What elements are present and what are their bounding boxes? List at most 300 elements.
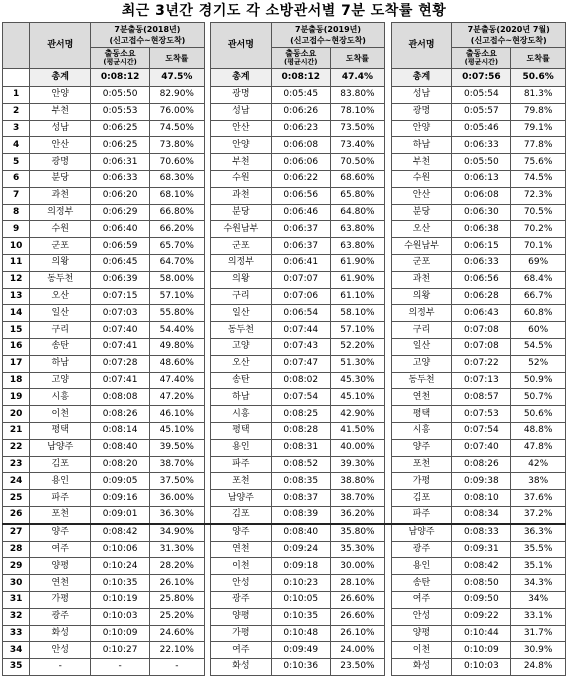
- station-cell: 일산: [30, 305, 91, 322]
- station-cell: 의왕: [391, 288, 452, 305]
- rank-cell: 33: [3, 625, 30, 642]
- time-cell: 0:09:05: [91, 473, 150, 490]
- time-cell: 0:06:30: [452, 204, 511, 221]
- time-cell: 0:08:14: [91, 422, 150, 439]
- rank-cell: 35: [3, 659, 30, 676]
- station-cell: 안산: [391, 187, 452, 204]
- time-cell: 0:06:59: [91, 238, 150, 255]
- rate-cell: 24.00%: [330, 642, 385, 659]
- table-row: [3, 456, 566, 473]
- time-cell: 0:10:03: [452, 659, 511, 676]
- station-cell: 양주: [391, 439, 452, 456]
- time-cell: 0:06:06: [271, 154, 330, 171]
- station-cell: 의정부: [210, 254, 271, 271]
- rate-cell: 73.50%: [330, 120, 385, 137]
- station-cell: 동두천: [391, 372, 452, 389]
- rate-cell: 47.20%: [150, 389, 205, 406]
- time-cell: 0:09:24: [271, 541, 330, 558]
- time-cell: 0:10:35: [91, 575, 150, 592]
- station-cell: 가평: [30, 591, 91, 608]
- station-cell: 파주: [391, 506, 452, 523]
- station-cell: 송탄: [391, 575, 452, 592]
- time-cell: 0:06:43: [452, 305, 511, 322]
- time-cell: 0:07:07: [271, 271, 330, 288]
- station-cell: 남양주: [391, 524, 452, 541]
- time-cell: 0:06:15: [452, 238, 511, 255]
- rank-cell: 30: [3, 575, 30, 592]
- rate-cell: 58.00%: [150, 271, 205, 288]
- station-cell: 양평: [210, 608, 271, 625]
- time-cell: 0:08:52: [271, 456, 330, 473]
- rate-cell: 38%: [511, 473, 566, 490]
- rate-cell: 66.7%: [511, 288, 566, 305]
- station-cell: 광주: [391, 541, 452, 558]
- station-cell: 구리: [391, 322, 452, 339]
- rate-cell: 73.40%: [330, 137, 385, 154]
- time-cell: 0:05:46: [452, 120, 511, 137]
- station-cell: 화성: [30, 625, 91, 642]
- rate-cell: 65.80%: [330, 187, 385, 204]
- station-cell: 성남: [30, 120, 91, 137]
- rate-cell: 50.7%: [511, 389, 566, 406]
- station-cell: 용인: [391, 558, 452, 575]
- rank-cell: 27: [3, 524, 30, 541]
- rate-cell: 33.1%: [511, 608, 566, 625]
- station-cell: 평택: [391, 406, 452, 423]
- time-cell: 0:06:08: [452, 187, 511, 204]
- rate-cell: 39.30%: [330, 456, 385, 473]
- station-cell: 양평: [391, 625, 452, 642]
- rank-cell: 13: [3, 288, 30, 305]
- time-cell: 0:07:40: [452, 439, 511, 456]
- rank-cell: 34: [3, 642, 30, 659]
- station-cell: 분당: [210, 204, 271, 221]
- table-row: [3, 591, 566, 608]
- rate-cell: 61.90%: [330, 271, 385, 288]
- rate-cell: 42%: [511, 456, 566, 473]
- station-cell: 시흥: [210, 406, 271, 423]
- time-cell: 0:06:23: [271, 120, 330, 137]
- rate-cell: 76.00%: [150, 103, 205, 120]
- rate-cell: 50.9%: [511, 372, 566, 389]
- rate-cell: 38.70%: [330, 490, 385, 507]
- station-cell: 안산: [30, 137, 91, 154]
- time-cell: 0:08:34: [452, 506, 511, 523]
- time-cell: 0:08:31: [271, 439, 330, 456]
- rate-cell: 54.40%: [150, 322, 205, 339]
- time-cell: 0:07:41: [91, 372, 150, 389]
- rate-cell: 79.1%: [511, 120, 566, 137]
- station-cell: 의왕: [30, 254, 91, 271]
- station-cell: 양평: [30, 558, 91, 575]
- rate-cell: 35.1%: [511, 558, 566, 575]
- time-cell: 0:07:08: [452, 322, 511, 339]
- rate-cell: 28.20%: [150, 558, 205, 575]
- time-cell: 0:07:03: [91, 305, 150, 322]
- time-cell: 0:09:38: [452, 473, 511, 490]
- rate-cell: 60.8%: [511, 305, 566, 322]
- time-cell: 0:10:09: [91, 625, 150, 642]
- station-cell: 평택: [30, 422, 91, 439]
- time-cell: 0:09:49: [271, 642, 330, 659]
- time-cell: 0:06:13: [452, 170, 511, 187]
- rate-cell: 47.40%: [150, 372, 205, 389]
- rate-cell: 34.90%: [150, 524, 205, 541]
- time-cell: 0:05:50: [91, 87, 150, 104]
- station-cell: 분당: [391, 204, 452, 221]
- time-cell: 0:08:42: [452, 558, 511, 575]
- table-row: [3, 642, 566, 659]
- station-cell: 김포: [210, 506, 271, 523]
- rate-cell: 73.80%: [150, 137, 205, 154]
- total-time-2018: 0:08:12: [91, 69, 150, 87]
- rate-header-2020: 도착률: [511, 48, 566, 69]
- time-cell: 0:05:45: [271, 87, 330, 104]
- rate-cell: 34.3%: [511, 575, 566, 592]
- station-cell: 동두천: [210, 322, 271, 339]
- rate-cell: 38.70%: [150, 456, 205, 473]
- station-cell: 시흥: [30, 389, 91, 406]
- rate-cell: 65.70%: [150, 238, 205, 255]
- time-cell: 0:08:26: [91, 406, 150, 423]
- station-cell: 가평: [391, 473, 452, 490]
- rate-cell: 24.60%: [150, 625, 205, 642]
- station-cell: 파주: [210, 456, 271, 473]
- time-cell: 0:06:37: [271, 238, 330, 255]
- rate-cell: 70.5%: [511, 204, 566, 221]
- time-cell: 0:06:56: [452, 271, 511, 288]
- rate-cell: 47.8%: [511, 439, 566, 456]
- rank-cell: 19: [3, 389, 30, 406]
- station-cell: 수원: [30, 221, 91, 238]
- total-label: 총계: [210, 69, 271, 87]
- rate-cell: 48.60%: [150, 355, 205, 372]
- table-row: [3, 271, 566, 288]
- time-cell: 0:06:29: [91, 204, 150, 221]
- time-cell: 0:06:20: [91, 187, 150, 204]
- rank-cell: 18: [3, 372, 30, 389]
- table-row: [3, 389, 566, 406]
- total-label: 총계: [30, 69, 91, 87]
- table-row: [3, 204, 566, 221]
- rate-cell: 23.50%: [330, 659, 385, 676]
- rate-cell: 70.50%: [330, 154, 385, 171]
- time-cell: 0:07:40: [91, 322, 150, 339]
- station-cell: 광주: [210, 591, 271, 608]
- rate-cell: 66.20%: [150, 221, 205, 238]
- rate-cell: 30.9%: [511, 642, 566, 659]
- table-body: [3, 69, 566, 676]
- rate-cell: 40.00%: [330, 439, 385, 456]
- table-row: [3, 659, 566, 676]
- rate-cell: 24.8%: [511, 659, 566, 676]
- table-row: [3, 254, 566, 271]
- station-cell: 김포: [30, 456, 91, 473]
- table-row: [3, 558, 566, 575]
- time-cell: 0:10:36: [271, 659, 330, 676]
- station-cell: 군포: [30, 238, 91, 255]
- table-row: [3, 288, 566, 305]
- station-cell: 수원남부: [210, 221, 271, 238]
- time-cell: 0:05:50: [452, 154, 511, 171]
- time-cell: 0:07:43: [271, 338, 330, 355]
- rate-cell: 54.5%: [511, 338, 566, 355]
- rate-cell: 41.50%: [330, 422, 385, 439]
- station-cell: 일산: [210, 305, 271, 322]
- time-cell: 0:05:57: [452, 103, 511, 120]
- rate-cell: 34%: [511, 591, 566, 608]
- station-header-2018: 관서명: [30, 23, 91, 69]
- rank-cell: 24: [3, 473, 30, 490]
- time-cell: -: [91, 659, 150, 676]
- time-cell: 0:10:44: [452, 625, 511, 642]
- rate-cell: 39.50%: [150, 439, 205, 456]
- time-cell: 0:06:33: [452, 137, 511, 154]
- rate-cell: 37.6%: [511, 490, 566, 507]
- time-cell: 0:08:42: [91, 524, 150, 541]
- rate-cell: 68.4%: [511, 271, 566, 288]
- rank-cell: 21: [3, 422, 30, 439]
- time-cell: 0:08:10: [452, 490, 511, 507]
- station-cell: 광명: [391, 103, 452, 120]
- station-cell: 포천: [30, 506, 91, 523]
- rank-cell: 25: [3, 490, 30, 507]
- station-cell: 수원: [391, 170, 452, 187]
- rate-cell: 57.10%: [150, 288, 205, 305]
- station-cell: 광주: [30, 608, 91, 625]
- rank-cell: 12: [3, 271, 30, 288]
- rate-cell: 26.10%: [330, 625, 385, 642]
- rate-cell: 42.90%: [330, 406, 385, 423]
- station-cell: 이천: [30, 406, 91, 423]
- station-cell: 하남: [210, 389, 271, 406]
- station-cell: 안산: [210, 120, 271, 137]
- rate-header-2018: 도착률: [150, 48, 205, 69]
- station-cell: 광명: [30, 154, 91, 171]
- time-cell: 0:08:35: [271, 473, 330, 490]
- time-cell: 0:06:28: [452, 288, 511, 305]
- table-row: [3, 238, 566, 255]
- station-cell: 양주: [30, 524, 91, 541]
- rate-header-2019: 도착률: [330, 48, 385, 69]
- time-cell: 0:08:33: [452, 524, 511, 541]
- time-cell: 0:06:46: [271, 204, 330, 221]
- total-rate-2020: 50.6%: [511, 69, 566, 87]
- period-header-2019: 7분출동(2019년) (신고접수~현장도착): [271, 23, 384, 48]
- time-cell: 0:06:22: [271, 170, 330, 187]
- rate-cell: 31.30%: [150, 541, 205, 558]
- rate-cell: 74.50%: [150, 120, 205, 137]
- time-header-2020: 출동소요 (평균시간): [452, 48, 511, 69]
- time-cell: 0:07:53: [452, 406, 511, 423]
- station-cell: 구리: [30, 322, 91, 339]
- rate-cell: 66.80%: [150, 204, 205, 221]
- rank-cell: 28: [3, 541, 30, 558]
- rate-cell: 45.10%: [150, 422, 205, 439]
- time-cell: 0:08:25: [271, 406, 330, 423]
- rate-cell: 81.3%: [511, 87, 566, 104]
- rank-cell: 17: [3, 355, 30, 372]
- rate-cell: 72.3%: [511, 187, 566, 204]
- rank-cell: 5: [3, 154, 30, 171]
- rank-cell: 6: [3, 170, 30, 187]
- time-cell: 0:06:31: [91, 154, 150, 171]
- rate-cell: 35.80%: [330, 524, 385, 541]
- time-cell: 0:06:26: [271, 103, 330, 120]
- station-cell: 오산: [210, 355, 271, 372]
- rank-cell: 1: [3, 87, 30, 104]
- station-cell: 연천: [210, 541, 271, 558]
- station-cell: 동두천: [30, 271, 91, 288]
- time-cell: 0:10:05: [271, 591, 330, 608]
- station-cell: 분당: [30, 170, 91, 187]
- rate-cell: 69%: [511, 254, 566, 271]
- time-header-2018: 출동소요 (평균시간): [91, 48, 150, 69]
- time-cell: 0:08:37: [271, 490, 330, 507]
- table-header: [3, 23, 566, 69]
- station-cell: 성남: [391, 87, 452, 104]
- time-cell: 0:09:50: [452, 591, 511, 608]
- time-cell: 0:08:02: [271, 372, 330, 389]
- time-cell: 0:07:41: [91, 338, 150, 355]
- station-cell: 군포: [210, 238, 271, 255]
- time-cell: 0:09:16: [91, 490, 150, 507]
- station-cell: 남양주: [30, 439, 91, 456]
- rank-cell: 31: [3, 591, 30, 608]
- rate-cell: -: [150, 659, 205, 676]
- time-cell: 0:08:39: [271, 506, 330, 523]
- rank-cell: 3: [3, 120, 30, 137]
- rate-cell: 46.10%: [150, 406, 205, 423]
- rate-cell: 25.20%: [150, 608, 205, 625]
- rate-cell: 55.80%: [150, 305, 205, 322]
- time-cell: 0:09:22: [452, 608, 511, 625]
- rate-cell: 83.80%: [330, 87, 385, 104]
- time-cell: 0:07:06: [271, 288, 330, 305]
- rate-cell: 35.30%: [330, 541, 385, 558]
- station-cell: 포천: [391, 456, 452, 473]
- time-cell: 0:10:19: [91, 591, 150, 608]
- rate-cell: 74.5%: [511, 170, 566, 187]
- table-row: [3, 187, 566, 204]
- time-cell: 0:07:54: [452, 422, 511, 439]
- rate-cell: 63.80%: [330, 221, 385, 238]
- station-header-2019: 관서명: [210, 23, 271, 69]
- total-label: 총계: [391, 69, 452, 87]
- time-cell: 0:10:06: [91, 541, 150, 558]
- arrival-rate-table: [2, 22, 566, 676]
- table-row: [3, 524, 566, 541]
- station-cell: 안양: [30, 87, 91, 104]
- rate-cell: 37.2%: [511, 506, 566, 523]
- rank-header: [3, 23, 30, 69]
- table-row: [3, 322, 566, 339]
- station-cell: 이천: [391, 642, 452, 659]
- rank-cell: 23: [3, 456, 30, 473]
- table-row: [3, 608, 566, 625]
- station-cell: 오산: [391, 221, 452, 238]
- time-cell: 0:07:54: [271, 389, 330, 406]
- time-cell: 0:10:09: [452, 642, 511, 659]
- total-time-2019: 0:08:12: [271, 69, 330, 87]
- station-cell: 일산: [391, 338, 452, 355]
- table-row: [3, 575, 566, 592]
- rank-cell: 32: [3, 608, 30, 625]
- station-cell: 여주: [391, 591, 452, 608]
- rate-cell: 68.60%: [330, 170, 385, 187]
- time-cell: 0:08:28: [271, 422, 330, 439]
- station-cell: 송탄: [30, 338, 91, 355]
- rate-cell: 37.50%: [150, 473, 205, 490]
- time-cell: 0:06:38: [452, 221, 511, 238]
- time-cell: 0:08:50: [452, 575, 511, 592]
- time-cell: 0:10:27: [91, 642, 150, 659]
- time-cell: 0:10:24: [91, 558, 150, 575]
- time-cell: 0:10:23: [271, 575, 330, 592]
- table-row: [3, 137, 566, 154]
- time-cell: 0:06:40: [91, 221, 150, 238]
- rate-cell: 28.10%: [330, 575, 385, 592]
- rank-cell: 9: [3, 221, 30, 238]
- rate-cell: 68.30%: [150, 170, 205, 187]
- station-cell: 평택: [210, 422, 271, 439]
- time-cell: 0:07:44: [271, 322, 330, 339]
- rate-cell: 57.10%: [330, 322, 385, 339]
- time-cell: 0:06:33: [452, 254, 511, 271]
- station-cell: 성남: [210, 103, 271, 120]
- station-cell: 부천: [391, 154, 452, 171]
- rate-cell: 38.80%: [330, 473, 385, 490]
- time-cell: 0:08:40: [271, 524, 330, 541]
- rank-cell: 20: [3, 406, 30, 423]
- station-cell: 고양: [391, 355, 452, 372]
- rate-cell: 26.60%: [330, 608, 385, 625]
- time-cell: 0:09:31: [452, 541, 511, 558]
- station-cell: 의왕: [210, 271, 271, 288]
- rate-cell: 31.7%: [511, 625, 566, 642]
- rate-cell: 61.90%: [330, 254, 385, 271]
- table-row: [3, 87, 566, 104]
- rate-cell: 75.6%: [511, 154, 566, 171]
- rate-cell: 64.80%: [330, 204, 385, 221]
- station-cell: 오산: [30, 288, 91, 305]
- station-cell: 연천: [30, 575, 91, 592]
- station-cell: 용인: [210, 439, 271, 456]
- time-cell: 0:06:45: [91, 254, 150, 271]
- time-cell: 0:07:13: [452, 372, 511, 389]
- rate-cell: 51.30%: [330, 355, 385, 372]
- station-cell: 안성: [391, 608, 452, 625]
- station-cell: 포천: [210, 473, 271, 490]
- time-cell: 0:06:37: [271, 221, 330, 238]
- time-cell: 0:07:15: [91, 288, 150, 305]
- station-cell: 연천: [391, 389, 452, 406]
- time-cell: 0:07:47: [271, 355, 330, 372]
- station-cell: 시흥: [391, 422, 452, 439]
- station-cell: -: [30, 659, 91, 676]
- station-cell: 과천: [391, 271, 452, 288]
- table-row: [3, 541, 566, 558]
- table-row: [3, 439, 566, 456]
- time-cell: 0:06:54: [271, 305, 330, 322]
- total-rate-2019: 47.4%: [330, 69, 385, 87]
- table-row: [3, 406, 566, 423]
- rate-cell: 48.8%: [511, 422, 566, 439]
- station-cell: 군포: [391, 254, 452, 271]
- station-cell: 파주: [30, 490, 91, 507]
- table-row: [3, 473, 566, 490]
- time-cell: 0:05:53: [91, 103, 150, 120]
